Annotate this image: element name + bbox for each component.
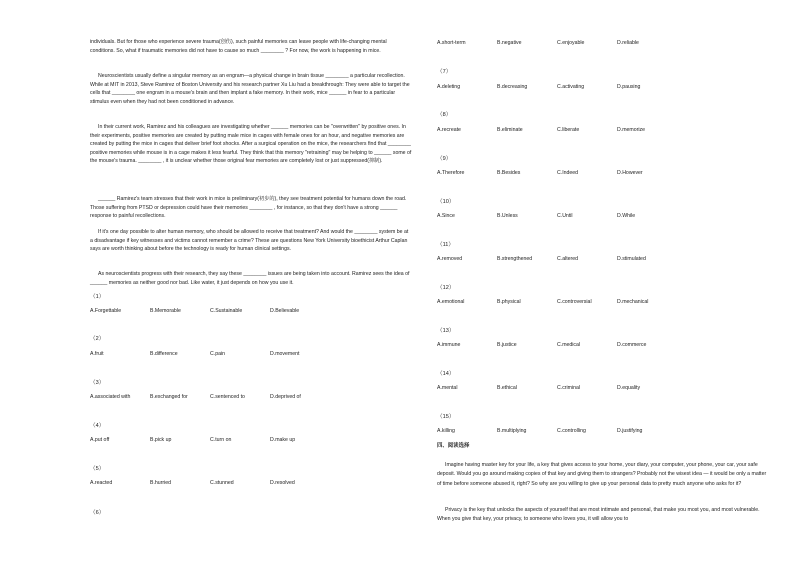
option-d[interactable]: D.equality bbox=[617, 385, 641, 391]
option-a[interactable]: A.Therefore bbox=[437, 170, 465, 176]
question-options bbox=[437, 213, 677, 219]
option-b[interactable]: B.multiplying bbox=[497, 428, 527, 434]
passage-paragraph-5: If it's one day possible to alter human memory, who should be allowed to receive that treatment? And would the ________ system be at a disadvantage if key witnesses and victims cannot remember a crime? These are questions New York University bioethicist Arthur Caplan says are worth thinking about before the technology is ready for human clinical settings. bbox=[90, 229, 409, 253]
question-number: （5） bbox=[90, 466, 105, 472]
option-c[interactable]: C.Until bbox=[557, 213, 573, 219]
question-number: （14） bbox=[437, 371, 455, 377]
option-c[interactable]: C.turn on bbox=[210, 437, 232, 443]
question-number: （2） bbox=[90, 336, 105, 342]
question-options bbox=[437, 127, 677, 133]
question-options bbox=[90, 351, 330, 357]
option-c[interactable]: C.pain bbox=[210, 351, 225, 357]
option-d[interactable]: D.movement bbox=[270, 351, 300, 357]
option-a[interactable]: A.deleting bbox=[437, 84, 461, 90]
option-c[interactable]: C.criminal bbox=[557, 385, 581, 391]
question-options bbox=[437, 40, 677, 46]
option-a[interactable]: A.immune bbox=[437, 342, 461, 348]
question-number: （3） bbox=[90, 380, 105, 386]
option-b[interactable]: B.negative bbox=[497, 40, 522, 46]
option-d[interactable]: D.deprived of bbox=[270, 394, 301, 400]
reading-paragraph-1: Imagine having master key for your life, a key that gives access to your home, your diary, your computer, your phone, your car, your safe deposit. Would you go around making copies of that key and giving them to strangers? Probably not the wisest idea — it would be only a matter of time before someone abused it, right? So why are you willing to give up your personal data to pretty much anyone who asks for it? bbox=[437, 462, 767, 487]
option-b[interactable]: B.eliminate bbox=[497, 127, 523, 133]
option-d[interactable]: D.However bbox=[617, 170, 643, 176]
question-number: （1） bbox=[90, 294, 105, 300]
option-c[interactable]: C.controlling bbox=[557, 428, 586, 434]
reading-paragraph-2: Privacy is the key that unlocks the aspects of yourself that are most intimate and personal, that make you most you, and most vulnerable. When you give that key, your privacy, to someone who loves you, it will allow you to bbox=[437, 507, 760, 523]
option-c[interactable]: C.medical bbox=[557, 342, 581, 348]
question-options bbox=[437, 342, 677, 348]
passage-paragraph-4: ______ Ramirez's team stresses that their work in mice is preliminary(初步的), they see treatment potential for humans down the road. Those suffering from PTSD or depression could have their memories ________ , for instance, so that they don't have a strong ______ response to painful recollections. bbox=[90, 196, 407, 220]
question-options bbox=[437, 256, 677, 262]
question-options bbox=[437, 299, 677, 305]
question-number: （9） bbox=[437, 156, 452, 162]
option-a[interactable]: A.associated with bbox=[90, 394, 131, 400]
option-c[interactable]: C.controversial bbox=[557, 299, 592, 305]
option-a[interactable]: A.short-term bbox=[437, 40, 466, 46]
option-d[interactable]: D.Believable bbox=[270, 308, 300, 314]
option-b[interactable]: B.ethical bbox=[497, 385, 517, 391]
option-d[interactable]: D.mechanical bbox=[617, 299, 649, 305]
question-options bbox=[90, 394, 330, 400]
option-a[interactable]: A.fruit bbox=[90, 351, 104, 357]
option-d[interactable]: D.pausing bbox=[617, 84, 641, 90]
option-c[interactable]: C.Indeed bbox=[557, 170, 579, 176]
passage-paragraph-3: In their current work, Ramirez and his colleagues are investigating whether ______ memories can be "overwritten" by positive ones. In their experiments, positive memories are created by putting male mice in cages with female ones for an hour, and negative memories are created by putting the mice in cages that deliver brief foot shocks. After a surgical operation on the mice, the researchers find that ________ positive memories while mouse is in a cage makes it less fearful. They think that this memory "retraining" may be helping to ______ some of the mouse's trauma. ________ , it is unclear whether those original fear memories are completely lost or just suppressed(抑制). bbox=[90, 124, 412, 165]
question-options bbox=[437, 428, 677, 434]
option-b[interactable]: B.Memorable bbox=[150, 308, 181, 314]
passage-paragraph-1: individuals. But for those who experience severe trauma(创伤), such painful memories can leave people with life-changing mental conditions. So, what if traumatic memories did not have to cause so much ________ ? For now, the work is happening in mice. bbox=[90, 39, 387, 54]
option-c[interactable]: C.liberate bbox=[557, 127, 580, 133]
option-b[interactable]: B.hurried bbox=[150, 480, 172, 486]
option-b[interactable]: B.Unless bbox=[497, 213, 518, 219]
question-options bbox=[90, 480, 330, 486]
question-options bbox=[90, 308, 330, 314]
question-options bbox=[90, 437, 330, 443]
option-c[interactable]: C.activating bbox=[557, 84, 585, 90]
option-a[interactable]: A.mental bbox=[437, 385, 458, 391]
option-d[interactable]: D.make up bbox=[270, 437, 296, 443]
option-a[interactable]: A.killing bbox=[437, 428, 455, 434]
question-number: （4） bbox=[90, 423, 105, 429]
question-number: （13） bbox=[437, 328, 455, 334]
option-c[interactable]: C.Sustainable bbox=[210, 308, 243, 314]
question-number: （12） bbox=[437, 285, 455, 291]
option-b[interactable]: B.exchanged for bbox=[150, 394, 188, 400]
option-c[interactable]: C.enjoyable bbox=[557, 40, 585, 46]
option-b[interactable]: B.pick up bbox=[150, 437, 172, 443]
passage-paragraph-6: As neuroscientists progress with their research, they say these ________ issues are being taken into account. Ramirez sees the idea of ______ memories as neither good nor bad. Like water, it just depends on how you use it. bbox=[90, 271, 410, 286]
option-a[interactable]: A.removed bbox=[437, 256, 463, 262]
option-b[interactable]: B.Besides bbox=[497, 170, 521, 176]
option-d[interactable]: D.memorize bbox=[617, 127, 645, 133]
option-b[interactable]: B.difference bbox=[150, 351, 178, 357]
option-d[interactable]: D.While bbox=[617, 213, 636, 219]
question-options bbox=[437, 385, 677, 391]
question-number: （6） bbox=[90, 510, 105, 516]
option-d[interactable]: D.justifying bbox=[617, 428, 643, 434]
option-c[interactable]: C.sentenced to bbox=[210, 394, 245, 400]
question-options bbox=[437, 170, 677, 176]
option-d[interactable]: D.stimulated bbox=[617, 256, 646, 262]
option-d[interactable]: D.commerce bbox=[617, 342, 647, 348]
option-c[interactable]: C.stunned bbox=[210, 480, 234, 486]
passage-paragraph-2: Neuroscientists usually define a singular memory as an engram—a physical change in brain tissue ________ a particular recollection. While at MIT in 2013, Steve Ramirez of Boston University and his research partner Xu Liu had a breakthrough: They were able to target the cells that ________ one engram in a mouse's brain and then implant a fake memory. In their work, mice ______ in fear to a particular stimulus even when they had not been conditioned in advance. bbox=[90, 73, 410, 105]
option-b[interactable]: B.strengthened bbox=[497, 256, 533, 262]
option-b[interactable]: B.decreasing bbox=[497, 84, 528, 90]
option-a[interactable]: A.emotional bbox=[437, 299, 465, 305]
option-a[interactable]: A.Forgettable bbox=[90, 308, 122, 314]
option-a[interactable]: A.Since bbox=[437, 213, 455, 219]
question-number: （11） bbox=[437, 242, 454, 248]
question-number: （7） bbox=[437, 69, 452, 75]
option-d[interactable]: D.reliable bbox=[617, 40, 639, 46]
option-c[interactable]: C.altered bbox=[557, 256, 579, 262]
option-d[interactable]: D.resolved bbox=[270, 480, 295, 486]
option-b[interactable]: B.physical bbox=[497, 299, 521, 305]
section-title: 四、阅读选择 bbox=[437, 443, 470, 449]
question-number: （15） bbox=[437, 414, 455, 420]
question-number: （8） bbox=[437, 112, 452, 118]
option-a[interactable]: A.put off bbox=[90, 437, 110, 443]
question-options bbox=[437, 84, 677, 90]
option-a[interactable]: A.reacted bbox=[90, 480, 113, 486]
question-number: （10） bbox=[437, 199, 455, 205]
option-b[interactable]: B.justice bbox=[497, 342, 517, 348]
option-a[interactable]: A.recreate bbox=[437, 127, 461, 133]
